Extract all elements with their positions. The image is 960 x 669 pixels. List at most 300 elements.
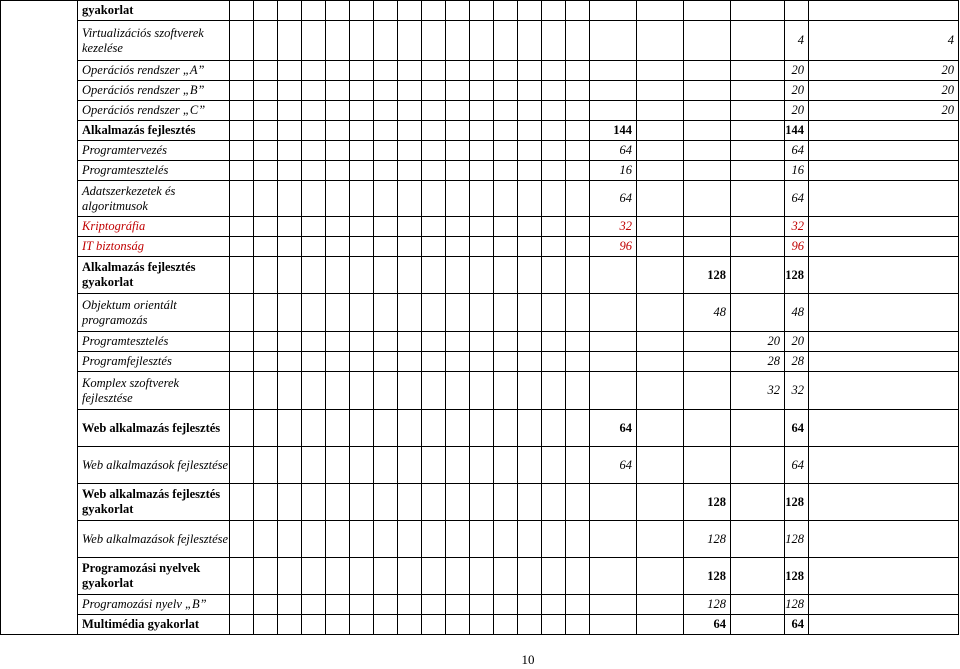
empty-cell	[326, 558, 350, 595]
empty-cell	[446, 121, 470, 141]
empty-cell	[278, 615, 302, 635]
empty-cell	[470, 352, 494, 372]
empty-cell	[637, 237, 684, 257]
hours-cell: 128	[684, 484, 731, 521]
empty-cell	[566, 217, 590, 237]
empty-cell	[422, 615, 446, 635]
empty-cell	[422, 181, 446, 217]
total-hours-cell: 128	[785, 595, 809, 615]
empty-cell	[684, 121, 731, 141]
empty-cell	[518, 615, 542, 635]
empty-cell	[302, 101, 326, 121]
empty-cell	[470, 257, 494, 294]
empty-cell	[446, 332, 470, 352]
hours-cell: 32	[731, 372, 785, 410]
hours-cell: 144	[590, 121, 637, 141]
empty-cell	[374, 447, 398, 484]
empty-cell	[278, 237, 302, 257]
empty-cell	[326, 410, 350, 447]
empty-cell	[637, 121, 684, 141]
empty-cell	[278, 217, 302, 237]
empty-cell	[518, 294, 542, 332]
total-hours-cell: 64	[785, 141, 809, 161]
empty-cell	[566, 181, 590, 217]
empty-cell	[422, 352, 446, 372]
empty-cell	[518, 521, 542, 558]
empty-cell	[230, 181, 254, 217]
empty-cell	[809, 352, 959, 372]
empty-cell	[302, 521, 326, 558]
table-row	[1, 237, 959, 257]
empty-cell	[398, 372, 422, 410]
empty-cell	[230, 161, 254, 181]
empty-cell	[254, 161, 278, 181]
table-row	[1, 332, 959, 352]
hours-cell: 20	[731, 332, 785, 352]
subject-name-cell: Web alkalmazások fejlesztése	[78, 447, 230, 484]
empty-cell	[542, 21, 566, 61]
empty-cell	[809, 410, 959, 447]
empty-cell	[398, 81, 422, 101]
empty-cell	[731, 1, 785, 21]
empty-cell	[326, 615, 350, 635]
left-margin-cell	[1, 615, 78, 635]
empty-cell	[518, 121, 542, 141]
empty-cell	[350, 61, 374, 81]
total-hours-cell: 20	[809, 61, 959, 81]
empty-cell	[446, 181, 470, 217]
empty-cell	[566, 161, 590, 181]
empty-cell	[254, 61, 278, 81]
empty-cell	[566, 237, 590, 257]
empty-cell	[494, 484, 518, 521]
empty-cell	[518, 161, 542, 181]
subject-name-cell: IT biztonság	[78, 237, 230, 257]
empty-cell	[809, 294, 959, 332]
empty-cell	[542, 237, 566, 257]
empty-cell	[254, 121, 278, 141]
empty-cell	[254, 141, 278, 161]
hours-cell: 20	[785, 81, 809, 101]
empty-cell	[542, 101, 566, 121]
empty-cell	[731, 595, 785, 615]
empty-cell	[731, 101, 785, 121]
empty-cell	[494, 237, 518, 257]
subject-name-cell: Alkalmazás fejlesztés	[78, 121, 230, 141]
subject-name-cell: Programtervezés	[78, 141, 230, 161]
empty-cell	[350, 257, 374, 294]
empty-cell	[518, 410, 542, 447]
table-row	[1, 161, 959, 181]
empty-cell	[422, 61, 446, 81]
empty-cell	[731, 410, 785, 447]
empty-cell	[350, 558, 374, 595]
empty-cell	[278, 141, 302, 161]
table-row	[1, 1, 959, 21]
empty-cell	[254, 372, 278, 410]
empty-cell	[542, 352, 566, 372]
subject-name-cell: Operációs rendszer „C”	[78, 101, 230, 121]
empty-cell	[230, 352, 254, 372]
empty-cell	[809, 558, 959, 595]
empty-cell	[230, 615, 254, 635]
empty-cell	[566, 61, 590, 81]
left-margin-cell	[1, 410, 78, 447]
empty-cell	[446, 21, 470, 61]
empty-cell	[446, 101, 470, 121]
empty-cell	[809, 372, 959, 410]
left-margin-cell	[1, 61, 78, 81]
empty-cell	[254, 237, 278, 257]
empty-cell	[518, 332, 542, 352]
empty-cell	[302, 484, 326, 521]
empty-cell	[302, 595, 326, 615]
subject-name-cell: Programtesztelés	[78, 161, 230, 181]
empty-cell	[590, 484, 637, 521]
table-row	[1, 101, 959, 121]
empty-cell	[350, 352, 374, 372]
empty-cell	[350, 484, 374, 521]
empty-cell	[254, 484, 278, 521]
hours-cell: 48	[684, 294, 731, 332]
empty-cell	[326, 141, 350, 161]
left-margin-cell	[1, 521, 78, 558]
empty-cell	[350, 521, 374, 558]
empty-cell	[446, 161, 470, 181]
empty-cell	[731, 161, 785, 181]
empty-cell	[684, 141, 731, 161]
empty-cell	[470, 161, 494, 181]
empty-cell	[374, 61, 398, 81]
empty-cell	[302, 558, 326, 595]
empty-cell	[590, 101, 637, 121]
empty-cell	[637, 21, 684, 61]
empty-cell	[809, 447, 959, 484]
empty-cell	[470, 121, 494, 141]
empty-cell	[446, 372, 470, 410]
empty-cell	[326, 595, 350, 615]
empty-cell	[590, 257, 637, 294]
empty-cell	[422, 484, 446, 521]
empty-cell	[374, 615, 398, 635]
empty-cell	[637, 447, 684, 484]
empty-cell	[494, 21, 518, 61]
empty-cell	[326, 257, 350, 294]
empty-cell	[470, 615, 494, 635]
total-hours-cell: 20	[785, 332, 809, 352]
empty-cell	[566, 121, 590, 141]
empty-cell	[326, 237, 350, 257]
subject-name-cell: Virtualizációs szoftverek kezelése	[78, 21, 230, 61]
hours-cell: 64	[684, 615, 731, 635]
empty-cell	[374, 558, 398, 595]
total-hours-cell: 64	[785, 181, 809, 217]
total-hours-cell: 20	[809, 101, 959, 121]
empty-cell	[809, 161, 959, 181]
empty-cell	[350, 217, 374, 237]
empty-cell	[302, 352, 326, 372]
empty-cell	[684, 61, 731, 81]
empty-cell	[518, 372, 542, 410]
subject-name-cell: Alkalmazás fejlesztés gyakorlat	[78, 257, 230, 294]
empty-cell	[684, 21, 731, 61]
table-row	[1, 352, 959, 372]
empty-cell	[566, 558, 590, 595]
empty-cell	[446, 237, 470, 257]
empty-cell	[637, 101, 684, 121]
empty-cell	[398, 410, 422, 447]
table-row	[1, 141, 959, 161]
empty-cell	[637, 372, 684, 410]
empty-cell	[684, 410, 731, 447]
empty-cell	[542, 410, 566, 447]
empty-cell	[470, 410, 494, 447]
empty-cell	[684, 217, 731, 237]
empty-cell	[374, 352, 398, 372]
empty-cell	[518, 558, 542, 595]
empty-cell	[731, 61, 785, 81]
empty-cell	[230, 1, 254, 21]
empty-cell	[542, 484, 566, 521]
empty-cell	[470, 1, 494, 21]
empty-cell	[470, 21, 494, 61]
empty-cell	[809, 217, 959, 237]
empty-cell	[637, 521, 684, 558]
hours-cell: 128	[684, 521, 731, 558]
empty-cell	[326, 61, 350, 81]
empty-cell	[518, 484, 542, 521]
empty-cell	[278, 410, 302, 447]
left-margin-cell	[1, 181, 78, 217]
empty-cell	[350, 332, 374, 352]
table-row	[1, 447, 959, 484]
empty-cell	[278, 332, 302, 352]
total-hours-cell: 128	[785, 558, 809, 595]
empty-cell	[302, 21, 326, 61]
empty-cell	[566, 1, 590, 21]
empty-cell	[494, 81, 518, 101]
empty-cell	[470, 101, 494, 121]
empty-cell	[731, 181, 785, 217]
empty-cell	[230, 121, 254, 141]
empty-cell	[350, 615, 374, 635]
empty-cell	[254, 521, 278, 558]
empty-cell	[230, 81, 254, 101]
empty-cell	[809, 121, 959, 141]
empty-cell	[302, 257, 326, 294]
empty-cell	[374, 521, 398, 558]
empty-cell	[422, 21, 446, 61]
left-margin-cell	[1, 121, 78, 141]
empty-cell	[230, 237, 254, 257]
table-row	[1, 410, 959, 447]
total-hours-cell: 16	[785, 161, 809, 181]
empty-cell	[637, 61, 684, 81]
empty-cell	[566, 352, 590, 372]
empty-cell	[637, 595, 684, 615]
table-row	[1, 521, 959, 558]
empty-cell	[254, 101, 278, 121]
empty-cell	[422, 257, 446, 294]
empty-cell	[398, 161, 422, 181]
empty-cell	[254, 447, 278, 484]
empty-cell	[422, 141, 446, 161]
empty-cell	[542, 141, 566, 161]
empty-cell	[518, 217, 542, 237]
empty-cell	[566, 101, 590, 121]
empty-cell	[518, 257, 542, 294]
empty-cell	[254, 595, 278, 615]
empty-cell	[374, 1, 398, 21]
left-margin-cell	[1, 558, 78, 595]
empty-cell	[230, 141, 254, 161]
empty-cell	[494, 410, 518, 447]
empty-cell	[254, 81, 278, 101]
empty-cell	[494, 121, 518, 141]
empty-cell	[278, 121, 302, 141]
empty-cell	[446, 61, 470, 81]
empty-cell	[374, 81, 398, 101]
table-row	[1, 484, 959, 521]
subject-name-cell: Kriptográfia	[78, 217, 230, 237]
empty-cell	[398, 558, 422, 595]
empty-cell	[398, 332, 422, 352]
total-hours-cell: 4	[809, 21, 959, 61]
empty-cell	[446, 81, 470, 101]
empty-cell	[302, 447, 326, 484]
empty-cell	[374, 181, 398, 217]
empty-cell	[398, 21, 422, 61]
empty-cell	[470, 217, 494, 237]
empty-cell	[326, 217, 350, 237]
empty-cell	[302, 141, 326, 161]
empty-cell	[398, 595, 422, 615]
empty-cell	[809, 521, 959, 558]
empty-cell	[542, 332, 566, 352]
empty-cell	[494, 372, 518, 410]
hours-cell: 32	[590, 217, 637, 237]
empty-cell	[230, 332, 254, 352]
empty-cell	[422, 595, 446, 615]
empty-cell	[446, 410, 470, 447]
empty-cell	[302, 81, 326, 101]
empty-cell	[446, 484, 470, 521]
empty-cell	[566, 141, 590, 161]
empty-cell	[350, 81, 374, 101]
empty-cell	[350, 101, 374, 121]
total-hours-cell: 32	[785, 217, 809, 237]
empty-cell	[731, 141, 785, 161]
empty-cell	[326, 294, 350, 332]
empty-cell	[254, 181, 278, 217]
empty-cell	[254, 21, 278, 61]
empty-cell	[470, 595, 494, 615]
total-hours-cell: 28	[785, 352, 809, 372]
empty-cell	[374, 372, 398, 410]
empty-cell	[326, 21, 350, 61]
hours-cell: 20	[785, 101, 809, 121]
total-hours-cell: 20	[809, 81, 959, 101]
empty-cell	[731, 294, 785, 332]
empty-cell	[350, 447, 374, 484]
empty-cell	[566, 81, 590, 101]
empty-cell	[518, 1, 542, 21]
total-hours-cell: 48	[785, 294, 809, 332]
empty-cell	[374, 121, 398, 141]
empty-cell	[518, 141, 542, 161]
empty-cell	[566, 294, 590, 332]
empty-cell	[302, 410, 326, 447]
empty-cell	[470, 332, 494, 352]
empty-cell	[566, 447, 590, 484]
empty-cell	[422, 294, 446, 332]
subject-name-cell: Programfejlesztés	[78, 352, 230, 372]
empty-cell	[542, 61, 566, 81]
subject-name-cell: Objektum orientált programozás	[78, 294, 230, 332]
empty-cell	[494, 61, 518, 81]
empty-cell	[731, 21, 785, 61]
empty-cell	[590, 332, 637, 352]
empty-cell	[398, 101, 422, 121]
table-row	[1, 181, 959, 217]
subject-name-cell: Operációs rendszer „B”	[78, 81, 230, 101]
empty-cell	[326, 447, 350, 484]
empty-cell	[326, 81, 350, 101]
empty-cell	[374, 484, 398, 521]
empty-cell	[254, 217, 278, 237]
empty-cell	[470, 141, 494, 161]
empty-cell	[302, 294, 326, 332]
hours-cell: 64	[590, 447, 637, 484]
left-margin-cell	[1, 101, 78, 121]
subject-name-cell: Adatszerkezetek és algoritmusok	[78, 181, 230, 217]
empty-cell	[398, 447, 422, 484]
empty-cell	[254, 410, 278, 447]
empty-cell	[637, 81, 684, 101]
empty-cell	[684, 81, 731, 101]
empty-cell	[398, 217, 422, 237]
empty-cell	[302, 61, 326, 81]
empty-cell	[302, 217, 326, 237]
empty-cell	[422, 1, 446, 21]
empty-cell	[590, 294, 637, 332]
empty-cell	[494, 141, 518, 161]
empty-cell	[302, 121, 326, 141]
empty-cell	[326, 161, 350, 181]
empty-cell	[230, 447, 254, 484]
empty-cell	[230, 372, 254, 410]
empty-cell	[374, 237, 398, 257]
empty-cell	[278, 161, 302, 181]
table-row	[1, 595, 959, 615]
empty-cell	[684, 181, 731, 217]
empty-cell	[278, 595, 302, 615]
empty-cell	[542, 521, 566, 558]
empty-cell	[446, 521, 470, 558]
empty-cell	[374, 410, 398, 447]
total-hours-cell: 128	[785, 257, 809, 294]
empty-cell	[326, 101, 350, 121]
empty-cell	[494, 101, 518, 121]
total-hours-cell: 144	[785, 121, 809, 141]
empty-cell	[637, 161, 684, 181]
empty-cell	[230, 217, 254, 237]
empty-cell	[374, 294, 398, 332]
empty-cell	[518, 81, 542, 101]
empty-cell	[254, 1, 278, 21]
empty-cell	[494, 595, 518, 615]
hours-cell: 128	[684, 558, 731, 595]
